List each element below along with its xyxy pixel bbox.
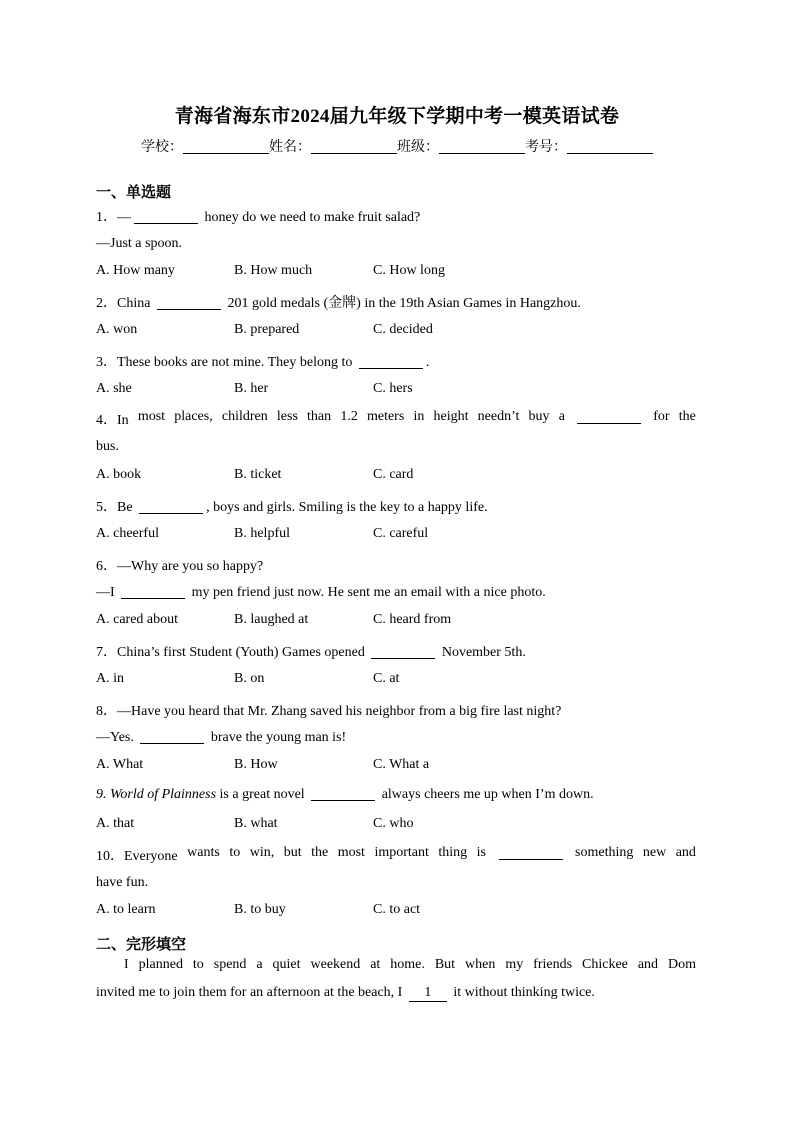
option-b[interactable]: B. ticket: [234, 467, 282, 482]
answer-blank[interactable]: [139, 499, 203, 514]
school-label: 学校：: [141, 140, 183, 155]
option-a[interactable]: A. to learn: [96, 902, 156, 917]
answer-blank[interactable]: [311, 786, 375, 801]
word: to: [192, 957, 204, 972]
word: spend: [213, 957, 247, 972]
option-b[interactable]: B. helpful: [234, 526, 290, 541]
word: something: [575, 845, 634, 860]
word: quiet: [272, 957, 301, 972]
page-title: 青海省海东市2024届九年级下学期中考一模英语试卷: [174, 106, 620, 127]
question-text: honey do we need to make fruit salad?: [201, 210, 421, 225]
question-text: 5．Be: [96, 500, 137, 515]
question-1-line2: —Just a spoon.: [96, 236, 182, 251]
option-b[interactable]: B. How much: [234, 263, 313, 278]
option-c[interactable]: C. to act: [373, 902, 421, 917]
question-6: 6．—Why are you so happy?: [96, 559, 264, 574]
question-text: November 5th.: [438, 645, 526, 660]
section-title-cloze: 二、完形填空: [96, 935, 187, 953]
word: height: [433, 409, 469, 424]
class-label: 班级：: [397, 140, 439, 155]
question-text: always cheers me up when I’m down.: [378, 787, 594, 802]
option-b[interactable]: B. what: [234, 816, 278, 831]
question-text: is a great novel: [216, 787, 309, 802]
option-c[interactable]: C. heard from: [373, 612, 452, 627]
word: meters: [366, 409, 405, 424]
answer-blank[interactable]: [134, 209, 198, 224]
option-b[interactable]: B. to buy: [234, 902, 286, 917]
question-10: [96, 845, 696, 865]
class-blank[interactable]: [439, 138, 525, 154]
word: and: [675, 845, 696, 860]
word: is: [476, 845, 487, 860]
cloze-paragraph-line1: [124, 957, 696, 973]
paragraph-text: invited me to join them for an afternoon at the beach, I: [96, 985, 406, 1000]
question-3: [96, 351, 429, 371]
question-2: [96, 292, 581, 312]
word: but: [283, 845, 302, 860]
question-10-line2: have fun.: [96, 875, 149, 890]
question-text: —Yes.: [96, 730, 138, 745]
cloze-blank-1[interactable]: 1: [409, 985, 447, 1002]
word: planned: [138, 957, 183, 972]
word: I: [124, 957, 129, 972]
question-text: 1．—: [96, 210, 131, 225]
question-text: , boys and girls. Smiling is the key to a happy life.: [206, 500, 488, 515]
question-text: my pen friend just now. He sent me an email with a nice photo.: [188, 585, 546, 600]
question-text: 7．China’s first Student (Youth) Games opened: [96, 645, 369, 660]
section-title-single-choice: 一、单选题: [96, 183, 172, 201]
question-1: [96, 206, 420, 226]
book-title: World of Plainness: [110, 787, 217, 802]
word: than: [307, 409, 332, 424]
word: 4．In: [96, 413, 129, 428]
cloze-paragraph-line2: [96, 985, 595, 1002]
answer-blank[interactable]: [359, 354, 423, 369]
question-text: 3．These books are not mine. They belong to: [96, 355, 356, 370]
option-a[interactable]: A. What: [96, 757, 144, 772]
school-blank[interactable]: [183, 138, 269, 154]
word: most: [337, 845, 365, 860]
question-text: 201 gold medals (金牌) in the 19th Asian Games in Hangzhou.: [223, 296, 581, 311]
option-c[interactable]: C. who: [373, 816, 414, 831]
word: thing: [438, 845, 468, 860]
word: Chickee: [582, 957, 628, 972]
word: But: [434, 957, 456, 972]
question-5: [96, 496, 488, 516]
question-text: —I: [96, 585, 119, 600]
question-text: brave the young man is!: [207, 730, 347, 745]
word: Dom: [668, 957, 696, 972]
question-number: 9.: [96, 787, 110, 802]
word: wants: [187, 845, 220, 860]
word: the: [678, 409, 696, 424]
option-c[interactable]: C. careful: [373, 526, 429, 541]
word: for: [653, 409, 670, 424]
student-info-row: [0, 136, 794, 156]
option-a[interactable]: A. won: [96, 322, 138, 337]
option-c[interactable]: C. decided: [373, 322, 433, 337]
question-7: [96, 641, 526, 661]
name-label: 姓名：: [269, 140, 311, 155]
question-8-line2: [96, 729, 346, 746]
word: 1.2: [340, 409, 358, 424]
word: less: [276, 409, 298, 424]
word: a: [256, 957, 263, 972]
question-9: [96, 786, 594, 803]
word: friends: [533, 957, 573, 972]
option-b[interactable]: B. prepared: [234, 322, 300, 337]
id-blank[interactable]: [567, 138, 653, 154]
option-b[interactable]: B. How: [234, 757, 278, 772]
word: my: [505, 957, 524, 972]
word: and: [637, 957, 659, 972]
word: home.: [390, 957, 425, 972]
word: 10．Everyone: [96, 849, 178, 864]
option-b[interactable]: B. laughed at: [234, 612, 309, 627]
word: most: [137, 409, 166, 424]
question-text: .: [425, 355, 430, 370]
answer-blank[interactable]: [499, 845, 563, 860]
option-a[interactable]: A. that: [96, 816, 135, 831]
question-6-line2: [96, 584, 546, 601]
word: new: [642, 845, 667, 860]
option-c[interactable]: C. card: [373, 467, 414, 482]
word: the: [311, 845, 329, 860]
word: win,: [249, 845, 275, 860]
option-a[interactable]: A. she: [96, 381, 132, 396]
word: when: [465, 957, 496, 972]
word: buy: [528, 409, 550, 424]
option-a[interactable]: A. in: [96, 671, 124, 686]
question-text: 2．China: [96, 296, 154, 311]
word: a: [558, 409, 565, 424]
question-4-line2: bus.: [96, 439, 119, 454]
option-c[interactable]: C. What a: [373, 757, 430, 772]
word: places,: [174, 409, 213, 424]
answer-blank[interactable]: [157, 295, 221, 310]
paragraph-text: it without thinking twice.: [449, 985, 595, 1000]
option-c[interactable]: C. hers: [373, 381, 413, 396]
word: in: [413, 409, 425, 424]
question-8: 8．—Have you heard that Mr. Zhang saved his neighbor from a big fire last night?: [96, 704, 562, 719]
question-4: [96, 409, 696, 429]
option-b[interactable]: B. on: [234, 671, 265, 686]
option-c[interactable]: C. How long: [373, 263, 445, 278]
option-a[interactable]: A. How many: [96, 263, 175, 278]
option-a[interactable]: A. book: [96, 467, 142, 482]
option-a[interactable]: A. cared about: [96, 612, 179, 627]
answer-blank[interactable]: [140, 729, 204, 744]
answer-blank[interactable]: [371, 644, 435, 659]
word: children: [221, 409, 268, 424]
answer-blank[interactable]: [121, 584, 185, 599]
word: at: [370, 957, 381, 972]
option-a[interactable]: A. cheerful: [96, 526, 159, 541]
name-blank[interactable]: [311, 138, 397, 154]
word: weekend: [310, 957, 361, 972]
option-c[interactable]: C. at: [373, 671, 400, 686]
word: to: [229, 845, 241, 860]
option-b[interactable]: B. her: [234, 381, 269, 396]
word: important: [374, 845, 429, 860]
id-label: 考号：: [525, 140, 567, 155]
word: needn’t: [477, 409, 520, 424]
answer-blank[interactable]: [577, 409, 641, 424]
